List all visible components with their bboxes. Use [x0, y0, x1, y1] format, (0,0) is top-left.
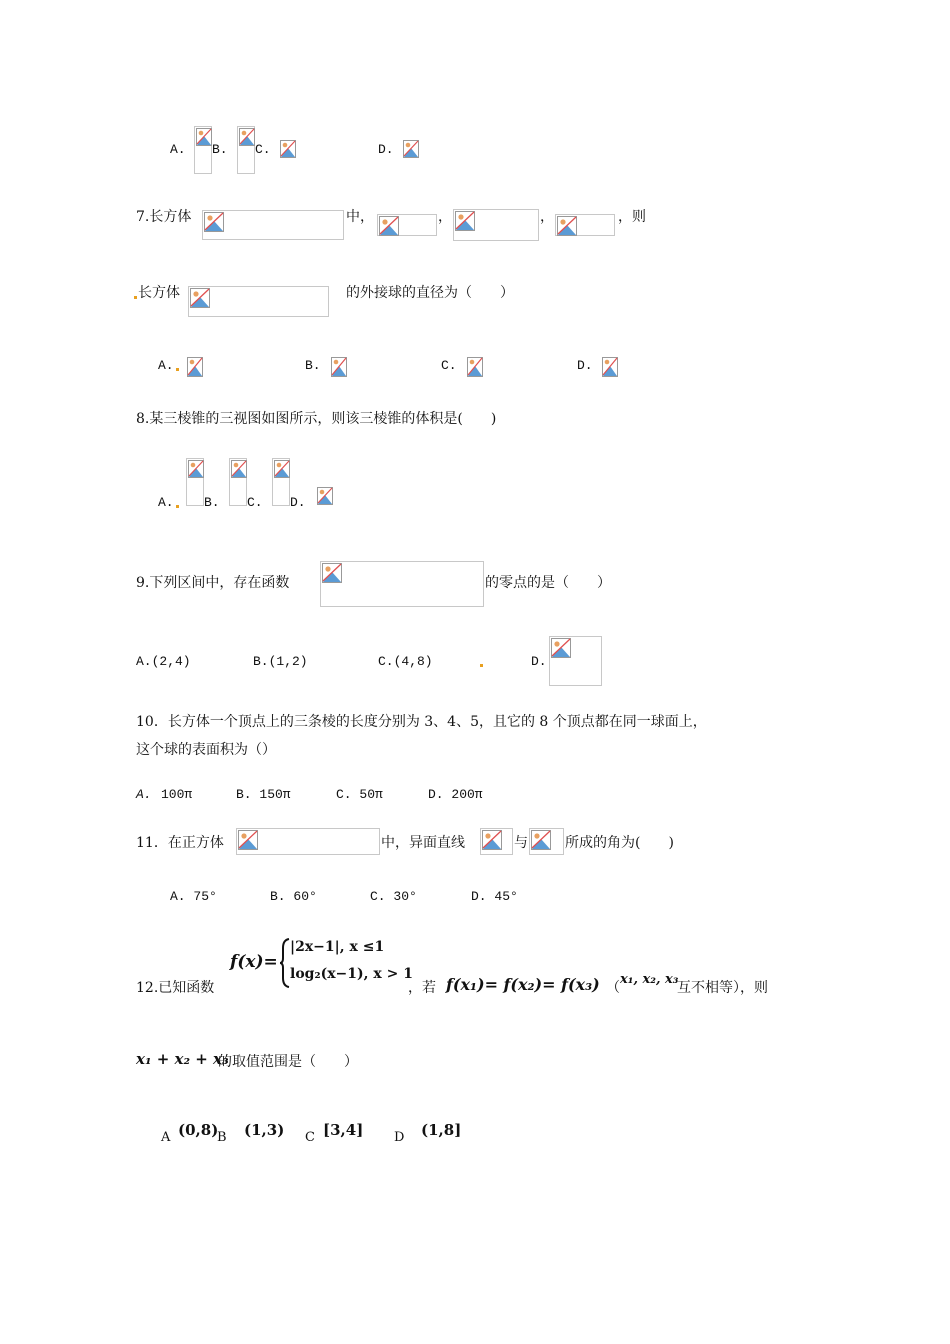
q7-condition-1-image	[377, 214, 437, 236]
q12-option-d-value: (1,8]	[421, 1121, 462, 1139]
q12-stem-start: 12.已知函数	[136, 980, 215, 996]
q12-sum: x₁ + x₂ + x₃	[136, 1050, 229, 1068]
q6-option-b-image	[237, 126, 255, 174]
broken-image-icon	[531, 830, 551, 850]
q12-option-a-value: (0,8)	[178, 1121, 219, 1139]
q7-option-c-label: C.	[441, 358, 457, 373]
q7-option-c-image	[466, 356, 484, 376]
broken-image-icon	[274, 460, 290, 478]
q11-stem-start: 11．在正方体	[136, 835, 224, 851]
q7-option-b-label: B.	[305, 358, 321, 373]
broken-image-icon	[322, 563, 342, 583]
q11-option-b: B. 60°	[270, 889, 317, 904]
q7-cuboid-image-2	[188, 286, 329, 317]
q12-option-c-letter: C	[305, 1130, 315, 1145]
broken-image-icon	[317, 487, 333, 505]
broken-image-icon	[187, 357, 203, 377]
q11-option-c: C. 30°	[370, 889, 417, 904]
q12-option-d-letter: D	[394, 1130, 405, 1145]
broken-image-icon	[238, 830, 258, 850]
q7-option-a-label: A.	[158, 358, 174, 373]
q7-line2-end: 的外接球的直径为（ ）	[346, 285, 514, 301]
q12-vars: x₁, x₂, x₃	[620, 972, 679, 987]
q9-stem-end: 的零点的是（ ）	[485, 575, 611, 591]
q8-option-b-label: B.	[204, 495, 220, 510]
broken-image-icon	[482, 830, 502, 850]
q7-comma-1: ，	[438, 209, 452, 225]
q11-stem-and: 与	[514, 835, 528, 851]
q12-stem-end: 的取值范围是（ ）	[218, 1054, 358, 1070]
q9-function-image	[320, 561, 484, 607]
q12-piece-1: |2x−1|, x ≤1	[290, 939, 385, 955]
q10-option-d: D. 200π	[428, 787, 483, 802]
q6-option-b-label: B.	[212, 142, 228, 157]
broken-image-icon	[196, 128, 212, 146]
q9-option-d-image	[549, 636, 602, 686]
anchor-mark	[480, 664, 483, 667]
q8-option-a-label: A.	[158, 495, 174, 510]
q7-stem-end: ，则	[618, 209, 646, 225]
q12-piece-2: log₂(x−1), x > 1	[290, 966, 413, 982]
q9-option-a: A.(2,4)	[136, 654, 191, 669]
q11-line-1-image	[480, 828, 513, 855]
q7-option-a-image	[186, 356, 204, 376]
q10-stem-line1: 10．长方体一个顶点上的三条棱的长度分别为 3、4、5，且它的 8 个顶点都在同一球面上，	[136, 714, 707, 730]
q6-option-c-label: C.	[255, 142, 271, 157]
q8-option-d-image	[316, 486, 334, 506]
broken-image-icon	[551, 638, 571, 658]
q9-stem-start: 9.下列区间中，存在函数	[136, 575, 290, 591]
q10-option-a-letter: A.	[136, 787, 152, 802]
q8-option-d-label: D.	[290, 495, 306, 510]
q11-option-a: A. 75°	[170, 889, 217, 904]
q11-line-2-image	[529, 828, 564, 855]
q12-stem-if: ，若	[408, 980, 436, 996]
q8-option-c-image	[272, 458, 290, 506]
q11-stem-mid: 中，异面直线	[381, 835, 465, 851]
q12-option-b-value: (1,3)	[244, 1121, 285, 1139]
broken-image-icon	[403, 140, 419, 158]
broken-image-icon	[467, 357, 483, 377]
q7-comma-2: ，	[540, 209, 554, 225]
broken-image-icon	[602, 357, 618, 377]
anchor-mark	[176, 368, 179, 371]
q10-option-a-value: 100π	[161, 787, 193, 802]
broken-image-icon	[239, 128, 255, 146]
q9-option-d-label: D.	[531, 654, 547, 669]
q7-stem-start: 7.长方体	[136, 209, 192, 225]
q12-stem-distinct: 互不相等），则	[677, 980, 768, 996]
q10-stem-line2: 这个球的表面积为（）	[136, 742, 276, 758]
broken-image-icon	[188, 460, 204, 478]
q12-option-b-letter: B	[217, 1130, 227, 1145]
q12-paren-open: （	[606, 980, 620, 996]
q8-option-b-image	[229, 458, 247, 506]
anchor-mark	[134, 296, 137, 299]
broken-image-icon	[331, 357, 347, 377]
broken-image-icon	[231, 460, 247, 478]
q6-option-d-label: D.	[378, 142, 394, 157]
q6-option-d-image	[402, 139, 420, 159]
q11-stem-end: 所成的角为( )	[565, 835, 674, 851]
q12-option-a-letter: A	[161, 1130, 171, 1145]
q7-option-b-image	[330, 356, 348, 376]
q7-option-d-image	[601, 356, 619, 376]
q6-option-c-image	[279, 139, 295, 159]
q9-option-b: B.(1,2)	[253, 654, 308, 669]
q6-option-a-image	[194, 126, 212, 174]
q9-option-c: C.(4,8)	[378, 654, 433, 669]
q7-condition-2-image	[453, 209, 539, 241]
q8-option-a-image	[186, 458, 204, 506]
q8-stem: 8.某三棱锥的三视图如图所示，则该三棱锥的体积是( )	[136, 411, 497, 427]
q7-cuboid-image	[202, 210, 344, 240]
q8-option-c-label: C.	[247, 495, 263, 510]
anchor-mark	[176, 505, 179, 508]
q11-cube-image	[236, 828, 380, 855]
broken-image-icon	[455, 211, 475, 231]
q11-option-d: D. 45°	[471, 889, 518, 904]
broken-image-icon	[204, 212, 224, 232]
q6-option-a-label: A.	[170, 142, 186, 157]
q7-option-d-label: D.	[577, 358, 593, 373]
q7-condition-3-image	[555, 214, 615, 236]
broken-image-icon	[190, 288, 210, 308]
q12-condition: f(x₁)= f(x₂)= f(x₃)	[446, 975, 600, 994]
q10-option-b: B. 150π	[236, 787, 291, 802]
broken-image-icon	[557, 216, 577, 236]
q7-stem-mid: 中，	[346, 209, 374, 225]
q12-option-c-value: [3,4]	[323, 1121, 364, 1139]
broken-image-icon	[280, 140, 296, 158]
q12-func-lhs: f(x)=	[230, 952, 278, 972]
broken-image-icon	[379, 216, 399, 236]
q10-option-c: C. 50π	[336, 787, 383, 802]
q7-line2-start: 长方体	[138, 285, 180, 301]
